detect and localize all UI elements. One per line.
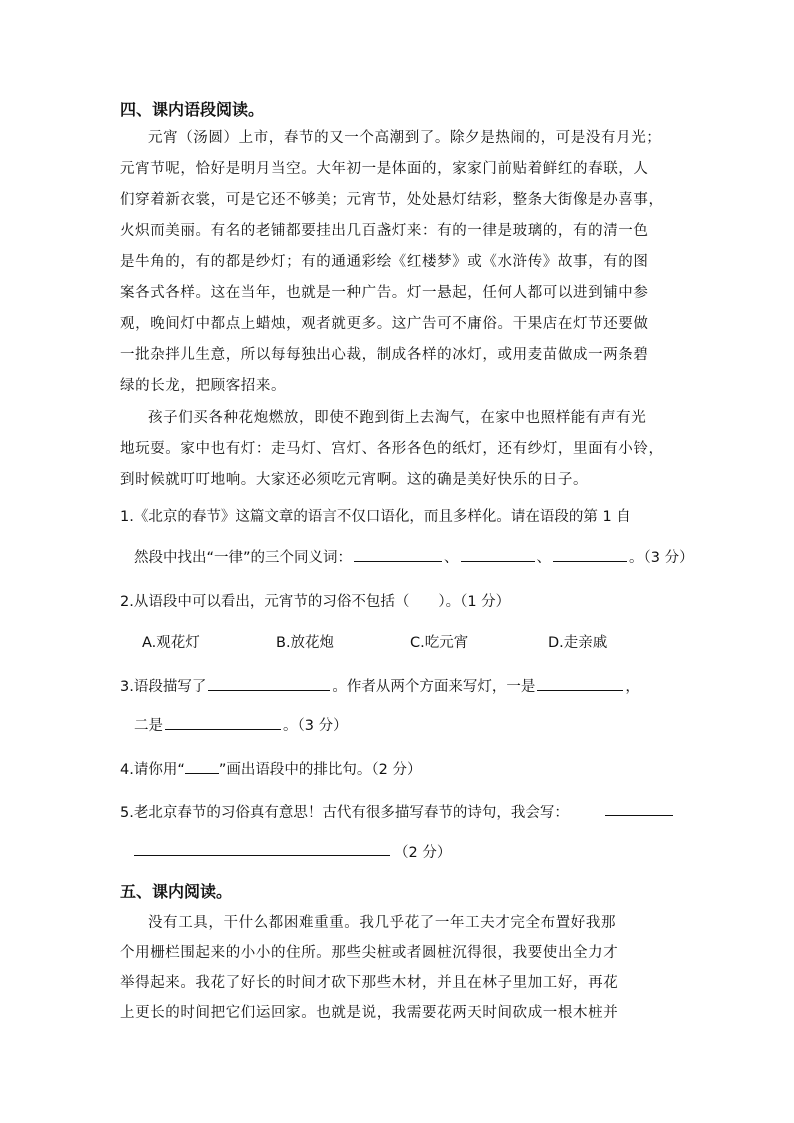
question-4-prompt: 4.请你用“ (120, 762, 185, 778)
answer-line[interactable] (134, 855, 390, 856)
question-4 (120, 758, 421, 779)
answer-blank[interactable] (553, 560, 627, 562)
passage-line: 地玩耍。家中也有灯：走马灯、宫灯、各形各色的纸灯，还有纱灯，里面有小铃， (120, 441, 664, 457)
separator: 、 (444, 550, 459, 566)
section-5-heading: 五、课内阅读。 (120, 882, 233, 901)
answer-blank[interactable] (165, 728, 281, 730)
passage-line: 们穿着新衣裳，可是它还不够美；元宵节，处处悬灯结彩，整条大街像是办喜事， (120, 192, 664, 208)
question-3-second: 二是 (134, 718, 163, 734)
score-label: 。（3 分） (283, 718, 348, 734)
passage-line: 一批杂拌儿生意，所以每每独出心裁，制成各样的冰灯，或用麦苗做成一两条碧 (120, 347, 649, 363)
question-3-prompt: 3.语段描写了 (120, 679, 207, 695)
passage-line: 案各式各样。这在当年，也就是一种广告。灯一悬起，任何人都可以进到铺中参 (120, 285, 649, 301)
underline-sample (185, 772, 219, 774)
passage-line: 到时候就叮叮地响。大家还必须吃元宵啊。这的确是美好快乐的日子。 (120, 472, 589, 488)
option-a[interactable]: A.观花灯 (142, 635, 200, 651)
question-3-line-1 (120, 675, 640, 696)
option-b[interactable]: B.放花炮 (276, 635, 335, 651)
question-1-prompt: 然段中找出“一律”的三个同义词： (134, 550, 353, 566)
passage-line: 上更长的时间把它们运回家。也就是说，我需要花两天时间砍成一根木桩并 (120, 1005, 619, 1021)
question-3-middle: 。作者从两个方面来写灯，一是 (332, 679, 536, 695)
passage-line: 元宵（汤圆）上市，春节的又一个高潮到了。除夕是热闹的，可是没有月光； (148, 130, 662, 146)
separator: 、 (536, 550, 552, 566)
passage-line: 元宵节呢，恰好是明月当空。大年初一是体面的，家家门前贴着鲜红的春联，人 (120, 161, 649, 177)
passage-line: 是牛角的，有的都是纱灯；有的通通彩绘《红楼梦》或《水浒传》故事，有的图 (120, 254, 649, 270)
answer-blank[interactable] (537, 689, 623, 691)
passage-line: 火炽而美丽。有名的老铺都要挂出几百盏灯来：有的一律是玻璃的，有的清一色 (120, 223, 649, 239)
question-3-line-2 (134, 714, 348, 735)
section-4-heading: 四、课内语段阅读。 (120, 100, 265, 119)
passage-line: 孩子们买各种花炮燃放，即使不跑到街上去淘气，在家中也照样能有声有光 (148, 410, 647, 426)
score-label: 。（3 分） (629, 550, 694, 566)
passage-line: 观，晚间灯中都点上蜡烛，观者就更多。这广告可不庸俗。干果店在灯节还要做 (120, 316, 649, 332)
question-1-line-2 (134, 546, 694, 567)
answer-blank[interactable] (208, 689, 330, 691)
passage-line: 举得起来。我花了好长的时间才砍下那些木材，并且在林子里加工好，再花 (120, 975, 619, 991)
passage-line: 绿的长龙，把顾客招来。 (120, 378, 287, 394)
score-label: （2 分） (394, 845, 452, 861)
question-3-comma: ， (625, 679, 640, 695)
question-5: 5.老北京春节的习俗真有意思！古代有很多描写春节的诗句，我会写： (120, 805, 569, 821)
answer-blank[interactable] (354, 560, 442, 562)
question-4-suffix: ”画出语段中的排比句。（2 分） (218, 762, 422, 778)
option-d[interactable]: D.走亲戚 (548, 635, 608, 651)
question-2: 2.从语段中可以看出，元宵节的习俗不包括（ ）。（1 分） (120, 594, 511, 610)
answer-blank[interactable] (461, 560, 535, 562)
passage-line: 没有工具，干什么都困难重重。我几乎花了一年工夫才完全布置好我那 (148, 915, 617, 931)
passage-line: 个用栅栏围起来的小小的住所。那些尖桩或者圆桩沉得很，我要使出全力才 (120, 945, 619, 961)
answer-line[interactable] (605, 815, 673, 816)
option-c[interactable]: C.吃元宵 (410, 635, 469, 651)
question-1-line-1: 1.《北京的春节》这篇文章的语言不仅口语化，而且多样化。请在语段的第 1 自 (120, 509, 631, 525)
